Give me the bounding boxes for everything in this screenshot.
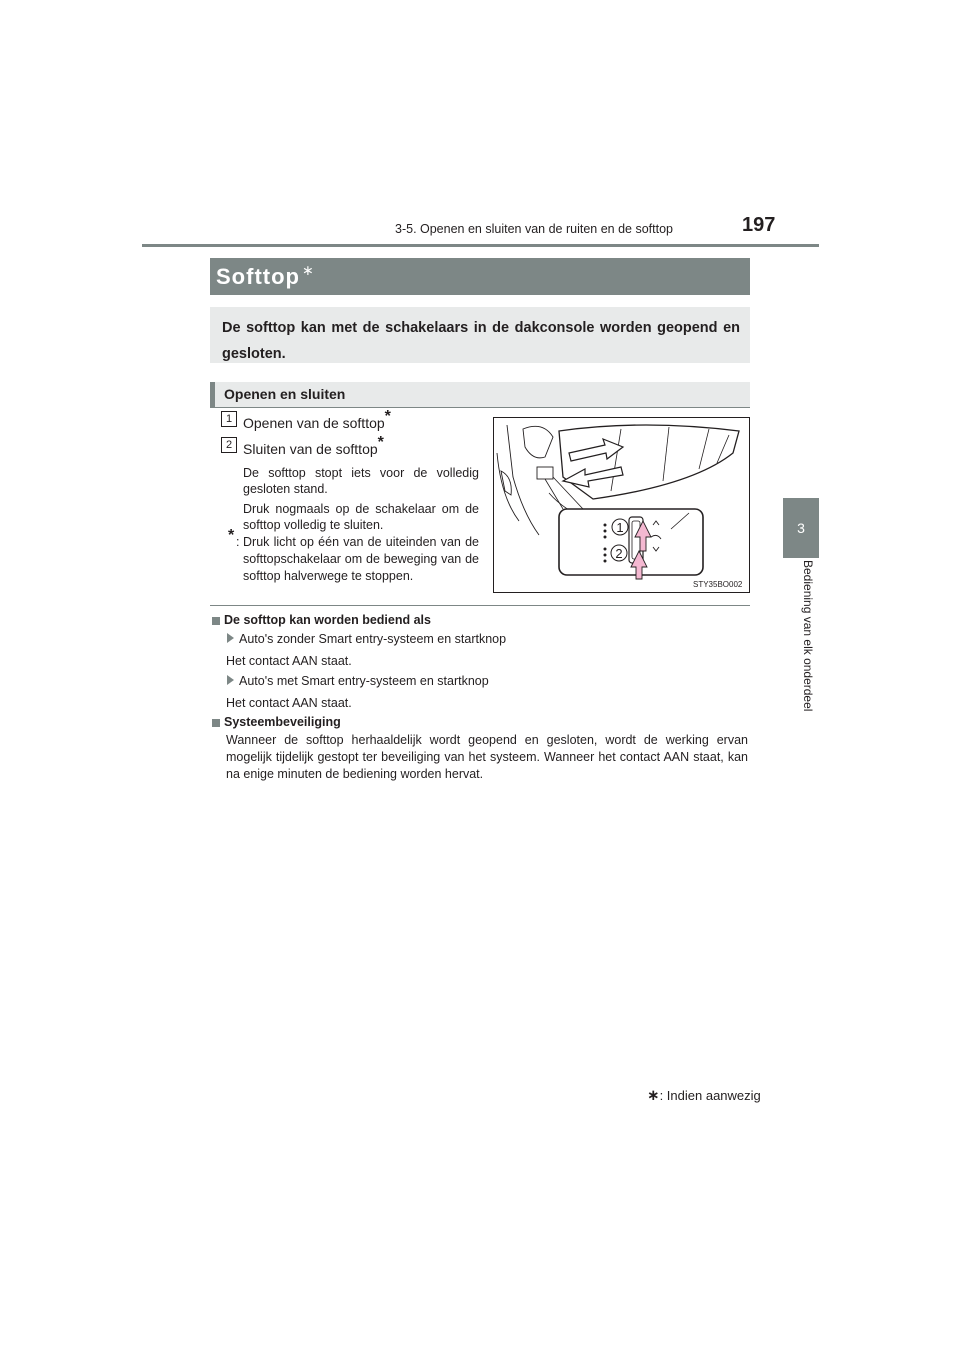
footnote-marker: * [228, 527, 235, 544]
chapter-tab [783, 498, 819, 558]
triangle-bullet-icon [227, 675, 234, 685]
bullet-square-icon [212, 719, 220, 727]
callout-1: 1 [616, 520, 624, 535]
footer-text: : Indien aanwezig [659, 1088, 761, 1103]
step-2 [243, 434, 384, 457]
chapter-number: 3 [797, 520, 805, 536]
footer-marker: ∗ [647, 1087, 660, 1104]
chapter-label: Bediening van elk onderdeel [801, 560, 815, 712]
page-title [216, 262, 315, 290]
step-1-label: Openen van de softtop [243, 415, 385, 431]
footer-note [647, 1086, 761, 1104]
info-heading-2: Systeembeveiliging [224, 715, 341, 729]
intro-text: De softtop kan met de schakelaars in de dakconsole worden geopend en gesloten. [222, 320, 740, 362]
title-marker: ∗ [301, 262, 315, 278]
step-note-2: Druk nogmaals op de schakelaar om de softtop volledig te sluiten. [243, 502, 479, 532]
step-1 [243, 408, 391, 431]
step-note-1: De softtop stopt iets voor de volledig gesloten stand. [243, 466, 479, 496]
step-2-label: Sluiten van de softtop [243, 441, 378, 457]
footnote-text: Druk licht op één van de uiteinden van de softtopschakelaar om de beweging van de softtop halverwege te stoppen. [243, 535, 479, 583]
condition-2: Auto's met Smart entry-systeem en startknop [239, 674, 489, 688]
header-section-title: 3-5. Openen en sluiten van de ruiten en de softtop [395, 222, 673, 236]
result-2: Het contact AAN staat. [226, 696, 352, 710]
section-divider [210, 605, 750, 606]
condition-1: Auto's zonder Smart entry-systeem en startknop [239, 632, 507, 646]
step-2-marker: * [377, 434, 384, 451]
subsection-accent [210, 382, 215, 407]
footnote-separator: : [236, 535, 240, 549]
step-number-1: 1 [221, 411, 237, 427]
info-paragraph: Wanneer de softtop herhaaldelijk wordt geopend en gesloten, wordt de werking ervan mogelijk tijdelijk gestopt ter beveiliging van het systeem. Wanneer het contact AAN staat, kan na enige minuten de bediening worden hervat. [226, 733, 748, 781]
step-1-marker: * [384, 408, 391, 425]
roof-console-illustration [493, 417, 750, 593]
result-1: Het contact AAN staat. [226, 654, 352, 668]
info-heading-1: De softtop kan worden bediend als [224, 613, 431, 627]
triangle-bullet-icon [227, 633, 234, 643]
callout-2: 2 [615, 546, 623, 561]
illustration-code: STY35BO002 [693, 580, 743, 589]
bullet-square-icon [212, 617, 220, 625]
subsection-heading: Openen en sluiten [224, 386, 346, 402]
header-divider [142, 244, 819, 247]
step-number-2: 2 [221, 437, 237, 453]
page-title-text: Softtop [216, 264, 300, 289]
page-number: 197 [742, 214, 776, 236]
